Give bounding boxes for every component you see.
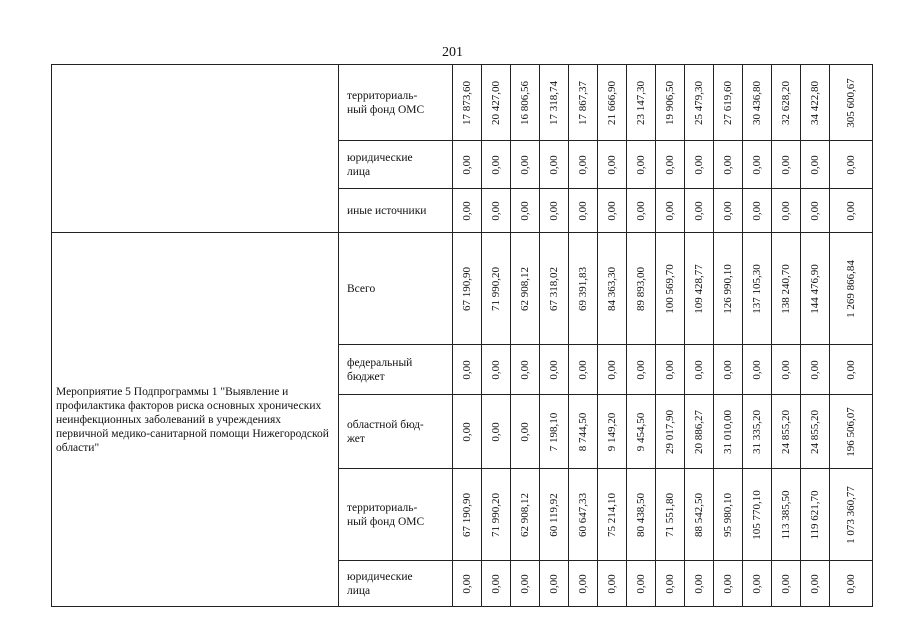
value-text: 0,00 xyxy=(635,154,647,175)
year-value-cell xyxy=(598,395,627,469)
value-text: 0,00 xyxy=(490,573,502,594)
year-value-cell xyxy=(801,395,830,469)
value-text: 196 506,07 xyxy=(845,406,857,457)
year-value-cell xyxy=(482,65,511,141)
value-text: 0,00 xyxy=(722,154,734,175)
value-text: 0,00 xyxy=(577,573,589,594)
value-text: 0,00 xyxy=(751,154,763,175)
year-value-cell xyxy=(482,561,511,607)
year-value-cell xyxy=(685,141,714,189)
value-text: 0,00 xyxy=(519,573,531,594)
year-value-cell xyxy=(714,561,743,607)
value-text: 24 855,20 xyxy=(809,409,821,454)
funding-source-label: юридические лица xyxy=(347,151,413,178)
year-value-cell xyxy=(569,65,598,141)
value-text: 7 198,10 xyxy=(548,412,560,451)
year-value-cell xyxy=(772,189,801,233)
funding-source xyxy=(339,141,453,189)
year-value-cell xyxy=(511,141,540,189)
value-text: 0,00 xyxy=(809,359,821,380)
value-text: 0,00 xyxy=(490,154,502,175)
value-text: 1 073 360,77 xyxy=(845,485,857,544)
value-text: 0,00 xyxy=(809,573,821,594)
year-value-cell xyxy=(511,233,540,345)
value-text: 0,00 xyxy=(461,359,473,380)
year-value-cell xyxy=(540,561,569,607)
year-value-cell xyxy=(569,561,598,607)
value-text: 144 476,90 xyxy=(809,263,821,314)
value-text: 23 147,30 xyxy=(635,80,647,125)
value-text: 0,00 xyxy=(722,359,734,380)
value-text: 109 428,77 xyxy=(693,263,705,314)
value-text: 31 335,20 xyxy=(751,409,763,454)
value-text: 71 551,80 xyxy=(664,492,676,537)
year-value-cell xyxy=(627,65,656,141)
total-cell xyxy=(830,395,873,469)
value-text: 31 010,00 xyxy=(722,409,734,454)
table-row xyxy=(52,233,873,345)
year-value-cell xyxy=(656,65,685,141)
value-text: 0,00 xyxy=(845,573,857,594)
value-text: 84 363,30 xyxy=(606,266,618,311)
value-text: 1 269 866,84 xyxy=(845,259,857,318)
value-text: 0,00 xyxy=(664,154,676,175)
value-text: 62 908,12 xyxy=(519,266,531,311)
value-text: 0,00 xyxy=(751,359,763,380)
year-value-cell xyxy=(453,469,482,561)
year-value-cell xyxy=(598,469,627,561)
value-text: 71 990,20 xyxy=(490,492,502,537)
funding-source-label: иные источники xyxy=(347,204,427,217)
value-text: 67 190,90 xyxy=(461,266,473,311)
year-value-cell xyxy=(540,345,569,395)
year-value-cell xyxy=(598,189,627,233)
value-text: 32 628,20 xyxy=(780,80,792,125)
value-text: 0,00 xyxy=(606,154,618,175)
year-value-cell xyxy=(569,141,598,189)
year-value-cell xyxy=(482,141,511,189)
year-value-cell xyxy=(656,561,685,607)
value-text: 0,00 xyxy=(693,359,705,380)
value-text: 305 600,67 xyxy=(845,77,857,128)
year-value-cell xyxy=(743,233,772,345)
value-text: 0,00 xyxy=(577,154,589,175)
value-text: 30 436,80 xyxy=(751,80,763,125)
funding-source xyxy=(339,345,453,395)
year-value-cell xyxy=(801,233,830,345)
value-text: 0,00 xyxy=(490,421,502,442)
value-text: 20 427,00 xyxy=(490,80,502,125)
value-text: 0,00 xyxy=(845,154,857,175)
value-text: 0,00 xyxy=(845,359,857,380)
year-value-cell xyxy=(569,189,598,233)
year-value-cell xyxy=(453,561,482,607)
value-text: 60 647,33 xyxy=(577,492,589,537)
funding-source xyxy=(339,233,453,345)
year-value-cell xyxy=(801,469,830,561)
year-value-cell xyxy=(540,469,569,561)
year-value-cell xyxy=(569,395,598,469)
year-value-cell xyxy=(772,345,801,395)
value-text: 0,00 xyxy=(693,154,705,175)
year-value-cell xyxy=(656,345,685,395)
value-text: 9 149,20 xyxy=(606,412,618,451)
year-value-cell xyxy=(627,345,656,395)
value-text: 17 867,37 xyxy=(577,80,589,125)
year-value-cell xyxy=(482,395,511,469)
value-text: 126 990,10 xyxy=(722,263,734,314)
year-value-cell xyxy=(656,233,685,345)
year-value-cell xyxy=(714,189,743,233)
value-text: 0,00 xyxy=(577,359,589,380)
total-cell xyxy=(830,233,873,345)
year-value-cell xyxy=(685,65,714,141)
year-value-cell xyxy=(743,65,772,141)
year-value-cell xyxy=(772,395,801,469)
value-text: 9 454,50 xyxy=(635,412,647,451)
funding-source-label: областной бюд- жет xyxy=(347,418,424,445)
year-value-cell xyxy=(511,189,540,233)
value-text: 27 619,60 xyxy=(722,80,734,125)
value-text: 0,00 xyxy=(461,573,473,594)
year-value-cell xyxy=(743,141,772,189)
year-value-cell xyxy=(801,65,830,141)
value-text: 60 119,92 xyxy=(548,492,560,537)
value-text: 0,00 xyxy=(490,200,502,221)
value-text: 8 744,50 xyxy=(577,412,589,451)
value-text: 0,00 xyxy=(693,573,705,594)
year-value-cell xyxy=(743,469,772,561)
value-text: 0,00 xyxy=(780,154,792,175)
value-text: 0,00 xyxy=(722,573,734,594)
year-value-cell xyxy=(743,189,772,233)
value-text: 0,00 xyxy=(548,359,560,380)
value-text: 0,00 xyxy=(751,200,763,221)
year-value-cell xyxy=(772,561,801,607)
year-value-cell xyxy=(714,65,743,141)
total-cell xyxy=(830,141,873,189)
year-value-cell xyxy=(540,395,569,469)
event-cell-empty xyxy=(52,65,339,233)
year-value-cell xyxy=(714,141,743,189)
year-value-cell xyxy=(453,233,482,345)
total-cell xyxy=(830,469,873,561)
year-value-cell xyxy=(482,189,511,233)
value-text: 21 666,90 xyxy=(606,80,618,125)
year-value-cell xyxy=(540,141,569,189)
value-text: 0,00 xyxy=(606,200,618,221)
year-value-cell xyxy=(453,345,482,395)
year-value-cell xyxy=(685,469,714,561)
value-text: 29 017,90 xyxy=(664,409,676,454)
year-value-cell xyxy=(627,469,656,561)
value-text: 34 422,80 xyxy=(809,80,821,125)
funding-source xyxy=(339,395,453,469)
value-text: 0,00 xyxy=(606,573,618,594)
value-text: 0,00 xyxy=(461,200,473,221)
value-text: 17 873,60 xyxy=(461,80,473,125)
year-value-cell xyxy=(627,561,656,607)
value-text: 0,00 xyxy=(606,359,618,380)
value-text: 0,00 xyxy=(780,200,792,221)
total-cell xyxy=(830,189,873,233)
value-text: 71 990,20 xyxy=(490,266,502,311)
year-value-cell xyxy=(772,65,801,141)
funding-source-label: территориаль- ный фонд ОМС xyxy=(347,501,425,528)
year-value-cell xyxy=(482,345,511,395)
value-text: 0,00 xyxy=(809,200,821,221)
year-value-cell xyxy=(656,141,685,189)
value-text: 24 855,20 xyxy=(780,409,792,454)
year-value-cell xyxy=(598,233,627,345)
year-value-cell xyxy=(511,345,540,395)
funding-source-label: федеральный бюджет xyxy=(347,356,413,383)
value-text: 0,00 xyxy=(693,200,705,221)
year-value-cell xyxy=(569,469,598,561)
value-text: 0,00 xyxy=(548,573,560,594)
year-value-cell xyxy=(656,469,685,561)
year-value-cell xyxy=(743,345,772,395)
value-text: 0,00 xyxy=(548,154,560,175)
value-text: 100 569,70 xyxy=(664,263,676,314)
value-text: 67 190,90 xyxy=(461,492,473,537)
value-text: 0,00 xyxy=(461,421,473,442)
value-text: 0,00 xyxy=(664,359,676,380)
funding-source xyxy=(339,65,453,141)
page-number: 201 xyxy=(442,45,463,60)
total-cell xyxy=(830,345,873,395)
year-value-cell xyxy=(511,469,540,561)
year-value-cell xyxy=(743,561,772,607)
year-value-cell xyxy=(685,395,714,469)
year-value-cell xyxy=(714,345,743,395)
value-text: 16 806,56 xyxy=(519,80,531,125)
value-text: 69 391,83 xyxy=(577,266,589,311)
year-value-cell xyxy=(685,561,714,607)
value-text: 0,00 xyxy=(845,200,857,221)
value-text: 0,00 xyxy=(548,200,560,221)
value-text: 17 318,74 xyxy=(548,80,560,125)
year-value-cell xyxy=(540,189,569,233)
year-value-cell xyxy=(482,469,511,561)
year-value-cell xyxy=(801,345,830,395)
event-name: Мероприятие 5 Подпрограммы 1 "Выявление и профилактика факторов риска основных хронических неинфекционных заболеваний в учреждениях первичной медико-санитарной помощи Нижегородской области" xyxy=(52,233,339,607)
funding-source xyxy=(339,561,453,607)
year-value-cell xyxy=(627,233,656,345)
year-value-cell xyxy=(598,141,627,189)
value-text: 89 893,00 xyxy=(635,266,647,311)
year-value-cell xyxy=(482,233,511,345)
year-value-cell xyxy=(598,561,627,607)
table-row xyxy=(52,65,873,141)
year-value-cell xyxy=(801,561,830,607)
year-value-cell xyxy=(772,233,801,345)
value-text: 0,00 xyxy=(519,421,531,442)
value-text: 138 240,70 xyxy=(780,263,792,314)
value-text: 0,00 xyxy=(635,359,647,380)
value-text: 75 214,10 xyxy=(606,492,618,537)
year-value-cell xyxy=(453,189,482,233)
value-text: 20 886,27 xyxy=(693,409,705,454)
total-cell xyxy=(830,561,873,607)
year-value-cell xyxy=(453,141,482,189)
year-value-cell xyxy=(772,141,801,189)
year-value-cell xyxy=(540,233,569,345)
value-text: 137 105,30 xyxy=(751,263,763,314)
value-text: 88 542,50 xyxy=(693,492,705,537)
value-text: 0,00 xyxy=(461,154,473,175)
value-text: 0,00 xyxy=(635,200,647,221)
year-value-cell xyxy=(453,395,482,469)
year-value-cell xyxy=(569,345,598,395)
value-text: 0,00 xyxy=(519,359,531,380)
value-text: 0,00 xyxy=(664,200,676,221)
year-value-cell xyxy=(772,469,801,561)
value-text: 80 438,50 xyxy=(635,492,647,537)
value-text: 0,00 xyxy=(780,573,792,594)
value-text: 0,00 xyxy=(809,154,821,175)
value-text: 113 385,50 xyxy=(780,489,792,540)
value-text: 95 980,10 xyxy=(722,492,734,537)
year-value-cell xyxy=(598,345,627,395)
year-value-cell xyxy=(656,189,685,233)
year-value-cell xyxy=(685,345,714,395)
value-text: 0,00 xyxy=(722,200,734,221)
value-text: 0,00 xyxy=(751,573,763,594)
funding-source-label: Всего xyxy=(347,282,376,295)
year-value-cell xyxy=(511,65,540,141)
year-value-cell xyxy=(569,233,598,345)
year-value-cell xyxy=(627,395,656,469)
value-text: 62 908,12 xyxy=(519,492,531,537)
value-text: 25 479,30 xyxy=(693,80,705,125)
year-value-cell xyxy=(540,65,569,141)
year-value-cell xyxy=(801,141,830,189)
value-text: 0,00 xyxy=(577,200,589,221)
year-value-cell xyxy=(598,65,627,141)
value-text: 119 621,70 xyxy=(809,489,821,540)
funding-source xyxy=(339,469,453,561)
year-value-cell xyxy=(627,189,656,233)
year-value-cell xyxy=(685,233,714,345)
year-value-cell xyxy=(511,395,540,469)
year-value-cell xyxy=(511,561,540,607)
value-text: 0,00 xyxy=(780,359,792,380)
budget-table xyxy=(51,64,873,607)
year-value-cell xyxy=(714,469,743,561)
year-value-cell xyxy=(453,65,482,141)
value-text: 0,00 xyxy=(490,359,502,380)
funding-source-label: территориаль- ный фонд ОМС xyxy=(347,89,425,116)
year-value-cell xyxy=(685,189,714,233)
value-text: 0,00 xyxy=(664,573,676,594)
year-value-cell xyxy=(714,233,743,345)
year-value-cell xyxy=(656,395,685,469)
value-text: 0,00 xyxy=(635,573,647,594)
value-text: 105 770,10 xyxy=(751,489,763,540)
total-cell xyxy=(830,65,873,141)
value-text: 67 318,02 xyxy=(548,266,560,311)
funding-source xyxy=(339,189,453,233)
funding-source-label: юридические лица xyxy=(347,570,413,597)
value-text: 0,00 xyxy=(519,200,531,221)
value-text: 0,00 xyxy=(519,154,531,175)
year-value-cell xyxy=(714,395,743,469)
year-value-cell xyxy=(801,189,830,233)
value-text: 19 906,50 xyxy=(664,80,676,125)
year-value-cell xyxy=(743,395,772,469)
year-value-cell xyxy=(627,141,656,189)
